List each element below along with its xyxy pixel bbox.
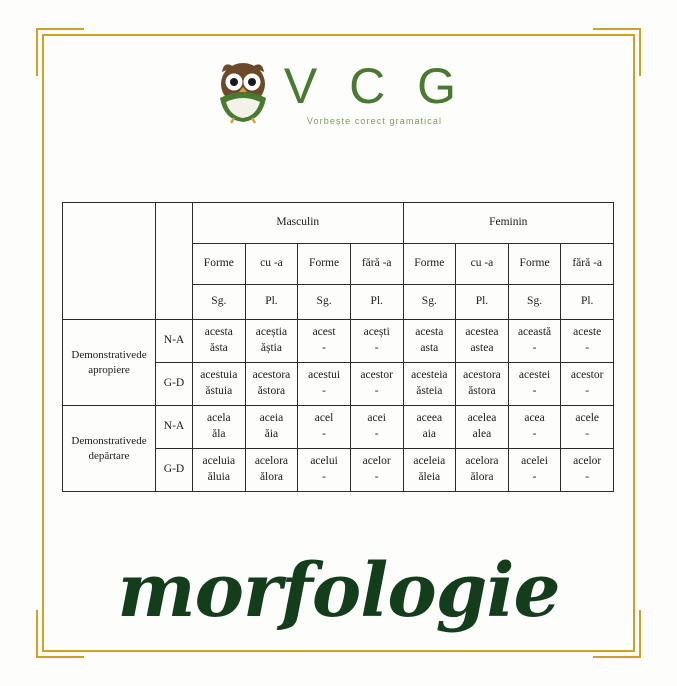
form-cell [456,406,509,449]
logo-letters: V C G [283,58,466,114]
form-cell [561,363,614,406]
form-cell [403,363,456,406]
form-secondary: ăsta [209,342,228,354]
form-secondary: - [322,428,326,440]
form-primary: aceluia [202,455,236,468]
group-label [63,406,156,492]
table-corner-cell [63,203,156,320]
form-primary: acelui [310,455,338,468]
form-primary: acestuia [200,369,238,382]
table-header-row-gender [63,203,614,244]
form-secondary: ăia [264,428,279,440]
form-cell [350,363,403,406]
form-primary: acea [524,412,545,425]
number-header: Pl. [350,285,403,320]
form-primary: acest [312,326,336,339]
group-label-line1: Demonstrative [71,348,137,361]
form-primary: această [517,326,552,339]
form-primary: aceia [259,412,284,425]
case-label: N-A [156,406,193,449]
form-cell [298,406,351,449]
forme-label: Forme [193,244,246,285]
form-primary: acelea [467,412,497,425]
form-primary: acestea [465,326,499,339]
form-secondary: - [374,385,379,397]
group-label-line2: de depărtare [88,434,147,462]
number-header: Pl. [245,285,298,320]
form-primary: acelor [573,455,602,468]
form-secondary: - [322,385,326,397]
case-label: N-A [156,320,193,363]
form-secondary: - [322,471,326,483]
form-primary: acesta [204,326,233,339]
form-primary: aceste [573,326,602,339]
form-cell [298,320,351,363]
form-primary: acela [207,412,231,425]
table-row [63,320,614,363]
forme-label: Forme [508,244,561,285]
form-primary: acestora [463,369,501,382]
number-header: Sg. [508,285,561,320]
form-secondary: ăștia [260,342,282,354]
form-secondary: - [374,471,379,483]
form-primary: acel [314,412,334,425]
gender-header: Masculin [193,203,404,244]
form-primary: acelora [465,455,499,468]
form-secondary: astea [470,342,494,354]
form-secondary: - [532,471,537,483]
form-primary: aceleia [413,455,446,468]
form-secondary: - [374,342,379,354]
form-secondary: - [585,385,590,397]
gender-header: Feminin [403,203,614,244]
form-cell [350,449,403,492]
form-cell [245,320,298,363]
form-primary: acesteia [411,369,448,382]
form-cell [245,363,298,406]
form-cell [456,449,509,492]
form-cell [245,406,298,449]
form-secondary: - [322,342,326,354]
form-cell [350,406,403,449]
form-primary: acei [367,412,386,425]
form-primary: aceea [416,412,443,425]
form-cell [508,363,561,406]
form-secondary: alea [472,428,492,440]
forme-type: fără -a [350,244,403,285]
form-cell [298,449,351,492]
form-secondary: - [532,342,537,354]
group-label-line2: de apropiere [88,348,147,376]
demonstratives-table [62,202,614,492]
form-secondary: - [585,471,590,483]
form-secondary: - [532,428,537,440]
form-secondary: ălora [259,471,283,483]
forme-label: Forme [403,244,456,285]
form-secondary: - [585,342,590,354]
forme-label: Forme [298,244,351,285]
form-cell [561,320,614,363]
owl-logo-icon [212,58,274,129]
form-cell [193,449,246,492]
table-corner-cell-case [156,203,193,320]
table-row [63,406,614,449]
form-cell [403,406,456,449]
form-primary: acesta [415,326,444,339]
form-cell [403,449,456,492]
form-cell [508,449,561,492]
forme-type: cu -a [456,244,509,285]
group-label [63,320,156,406]
form-cell [508,320,561,363]
form-cell [561,449,614,492]
form-primary: acele [575,412,599,425]
form-primary: acestui [308,369,341,382]
number-header: Pl. [456,285,509,320]
form-cell [456,320,509,363]
form-secondary: ăla [212,428,226,440]
form-primary: acelora [254,455,289,468]
form-secondary: ăsteia [416,385,443,397]
form-cell [508,406,561,449]
form-primary: acelor [362,455,391,468]
form-secondary: ăluia [207,471,230,483]
form-cell [403,320,456,363]
logo-tagline: Vorbește corect gramatical [306,116,443,126]
forme-type: cu -a [245,244,298,285]
group-label-line1: Demonstrative [71,434,137,447]
form-secondary: ăstora [468,385,496,397]
demonstratives-table-wrapper [62,202,614,492]
case-label: G-D [156,363,193,406]
form-secondary: ăstuia [205,385,233,397]
form-secondary: ăleia [418,471,441,483]
logo [0,58,677,129]
number-header: Sg. [193,285,246,320]
form-cell [193,320,246,363]
form-primary: acelei [521,455,548,468]
form-cell [193,406,246,449]
form-primary: acestei [518,369,551,382]
form-cell [193,363,246,406]
form-secondary: ălora [470,471,494,483]
form-primary: aceștia [255,326,288,339]
form-cell [456,363,509,406]
form-secondary: aia [422,428,437,440]
form-cell [561,406,614,449]
number-header: Sg. [298,285,351,320]
form-secondary: asta [420,342,439,354]
form-primary: acestor [570,369,604,382]
form-secondary: - [374,428,379,440]
form-cell [245,449,298,492]
form-primary: acești [363,326,390,339]
form-secondary: - [585,428,590,440]
number-header: Pl. [561,285,614,320]
form-primary: acestora [252,369,291,382]
forme-type: fără -a [561,244,614,285]
form-secondary: ăstora [257,385,286,397]
page-title: morfologie [117,548,560,634]
form-secondary: - [532,385,537,397]
case-label: G-D [156,449,193,492]
form-cell [350,320,403,363]
number-header: Sg. [403,285,456,320]
form-primary: acestor [360,369,393,382]
form-cell [298,363,351,406]
